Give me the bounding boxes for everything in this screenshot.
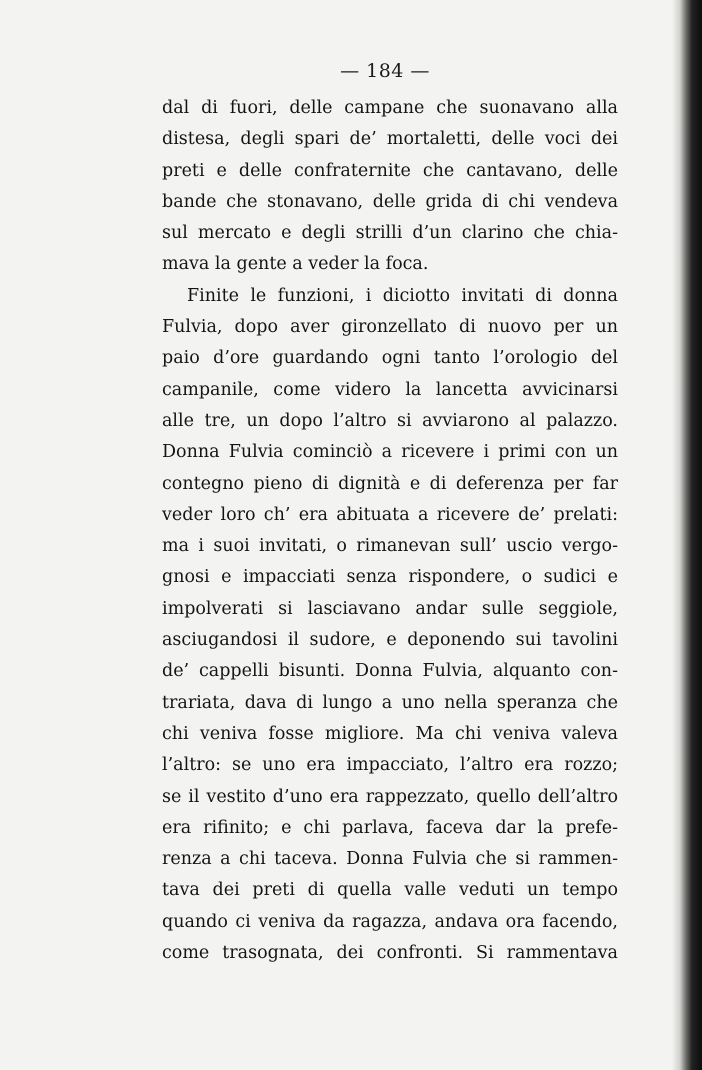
text-line: tava dei preti di quella valle veduti un tempo <box>162 880 618 901</box>
paragraph-start-line: Finite le funzioni, i diciotto invitati di donna <box>187 285 618 306</box>
text-line: trariata, dava di lungo a uno nella speranza che <box>162 692 618 713</box>
text-line: Fulvia, dopo aver gironzellato di nuovo per un <box>162 317 618 338</box>
text-line: preti e delle confraternite che cantavano, delle <box>162 160 618 181</box>
text-line: gnosi e impacciati senza rispondere, o sudici e <box>162 567 618 588</box>
text-line: mava la gente a veder la foca. <box>162 254 429 275</box>
body-text <box>162 93 618 969</box>
text-line: paio d’ore guardando ogni tanto l’orologio del <box>162 348 618 369</box>
text-line: veder loro ch’ era abituata a ricevere de’ prelati: <box>162 504 618 525</box>
text-line: renza a chi taceva. Donna Fulvia che si rammen- <box>162 849 618 870</box>
text-line: era rifinito; e chi parlava, faceva dar la prefe- <box>162 817 618 838</box>
text-line: chi veniva fosse migliore. Ma chi veniva valeva <box>162 723 618 744</box>
text-line: ma i suoi invitati, o rimanevan sull’ uscio vergo- <box>162 536 618 557</box>
text-line: bande che stonavano, delle grida di chi vendeva <box>162 191 618 212</box>
text-line: l’altro: se uno era impacciato, l’altro era rozzo; <box>162 755 618 776</box>
text-line: se il vestito d’uno era rappezzato, quello dell’altro <box>162 786 618 807</box>
text-line: alle tre, un dopo l’altro si avviarono al palazzo. <box>162 410 618 431</box>
text-line: impolverati si lasciavano andar sulle seggiole, <box>162 598 618 619</box>
text-line: quando ci veniva da ragazza, andava ora facendo, <box>162 911 618 932</box>
page-binding-edge <box>672 0 702 1070</box>
text-line: dal di fuori, delle campane che suonavano alla <box>162 98 618 118</box>
text-line: come trasognata, dei confronti. Si rammentava <box>162 943 618 964</box>
page-number: — 184 — <box>340 60 430 82</box>
text-line: de’ cappelli bisunti. Donna Fulvia, alquanto con- <box>162 661 618 682</box>
text-line: campanile, come videro la lancetta avvicinarsi <box>162 379 618 400</box>
text-line: distesa, degli spari de’ mortaletti, delle voci dei <box>162 129 618 150</box>
text-line: contegno pieno di dignità e di deferenza per far <box>162 473 618 494</box>
text-line: asciugandosi il sudore, e deponendo sui tavolini <box>162 630 618 651</box>
text-line: Donna Fulvia cominciò a ricevere i primi con un <box>162 442 618 463</box>
text-line: sul mercato e degli strilli d’un clarino che chia- <box>162 223 618 244</box>
